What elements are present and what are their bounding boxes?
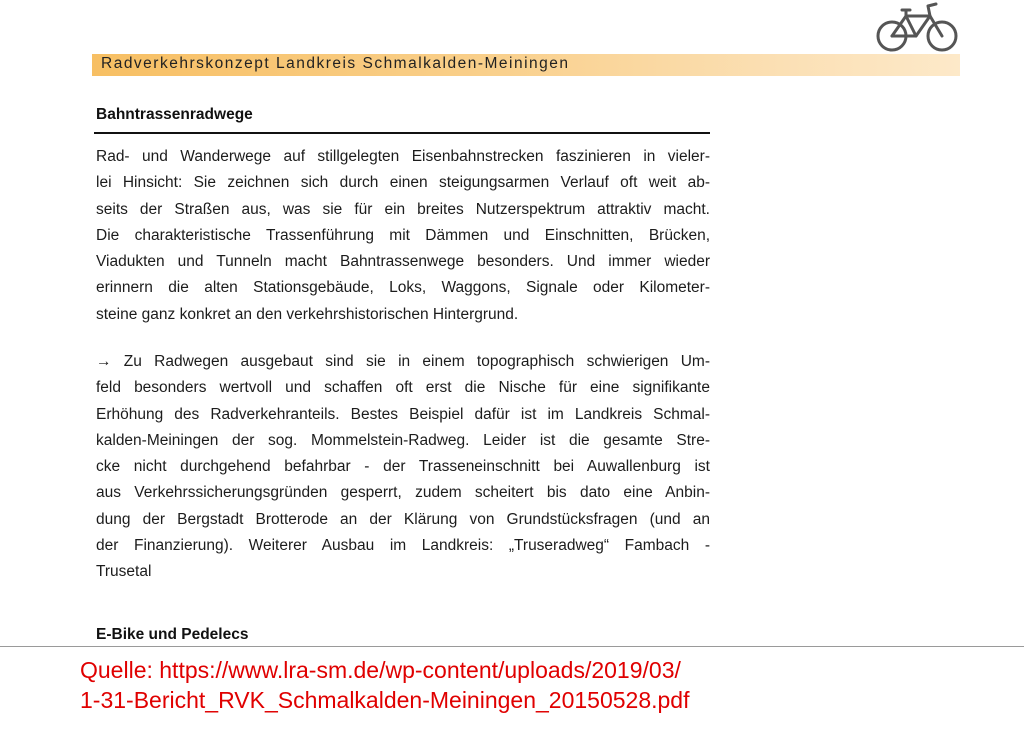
document-header-band bbox=[92, 54, 960, 76]
paragraph-line: aus Verkehrssicherungsgründen gesperrt, zudem scheitert bis dato eine Anbin- bbox=[96, 484, 710, 502]
page-divider bbox=[0, 646, 1024, 647]
section-title-rule bbox=[94, 132, 710, 134]
paragraph-line: lei Hinsicht: Sie zeichnen sich durch einen steigungsarmen Verlauf oft weit ab- bbox=[96, 174, 710, 192]
paragraph-1 bbox=[96, 144, 710, 328]
paragraph-line: Viadukten und Tunneln macht Bahntrassenwege besonders. Und immer wieder bbox=[96, 253, 710, 271]
paragraph-line: Trusetal bbox=[96, 563, 152, 581]
paragraph-line: kalden-Meiningen der sog. Mommelstein-Radweg. Leider ist die gesamte Stre- bbox=[96, 431, 710, 449]
document-header-title: Radverkehrskonzept Landkreis Schmalkalden-Meiningen bbox=[101, 55, 570, 72]
paragraph-line: Erhöhung des Radverkehranteils. Bestes Beispiel dafür ist im Landkreis Schmal- bbox=[96, 405, 710, 423]
paragraph-line: feld besonders wertvoll und schaffen oft erst die Nische für eine signifikante bbox=[96, 379, 710, 397]
paragraph-line: cke nicht durchgehend befahrbar - der Trasseneinschnitt bei Auwallenburg ist bbox=[96, 458, 710, 476]
section-title-e-bike: E-Bike und Pedelecs bbox=[96, 626, 249, 643]
section-title-bahntrassenradwege: Bahntrassenradwege bbox=[96, 106, 253, 123]
paragraph-2 bbox=[96, 349, 710, 586]
paragraph-line: erinnern die alten Stationsgebäude, Loks, Waggons, Signale oder Kilometer- bbox=[96, 279, 710, 297]
paragraph-line: dung der Bergstadt Brotterode an der Klärung von Grundstücksfragen (und an bbox=[96, 510, 710, 528]
source-citation bbox=[80, 655, 689, 715]
paragraph-line: seits der Straßen aus, was sie für ein breites Nutzerspektrum attraktiv macht. bbox=[96, 200, 710, 218]
source-line: Quelle: https://www.lra-sm.de/wp-content/uploads/2019/03/ bbox=[80, 657, 681, 683]
paragraph-line: Die charakteristische Trassenführung mit Dämmen und Einschnitten, Brücken, bbox=[96, 226, 710, 244]
paragraph-line: → Zu Radwegen ausgebaut sind sie in einem topographisch schwierigen Um- bbox=[96, 353, 710, 370]
source-line: 1-31-Bericht_RVK_Schmalkalden-Meiningen_20150528.pdf bbox=[80, 687, 690, 713]
paragraph-line: steine ganz konkret an den verkehrshistorischen Hintergrund. bbox=[96, 305, 519, 323]
paragraph-line: Rad- und Wanderwege auf stillgelegten Eisenbahnstrecken faszinieren in vieler- bbox=[96, 148, 710, 165]
bicycle-icon bbox=[874, 0, 960, 56]
paragraph-line: der Finanzierung). Weiterer Ausbau im Landkreis: „Truseradweg“ Fambach - bbox=[96, 537, 710, 555]
